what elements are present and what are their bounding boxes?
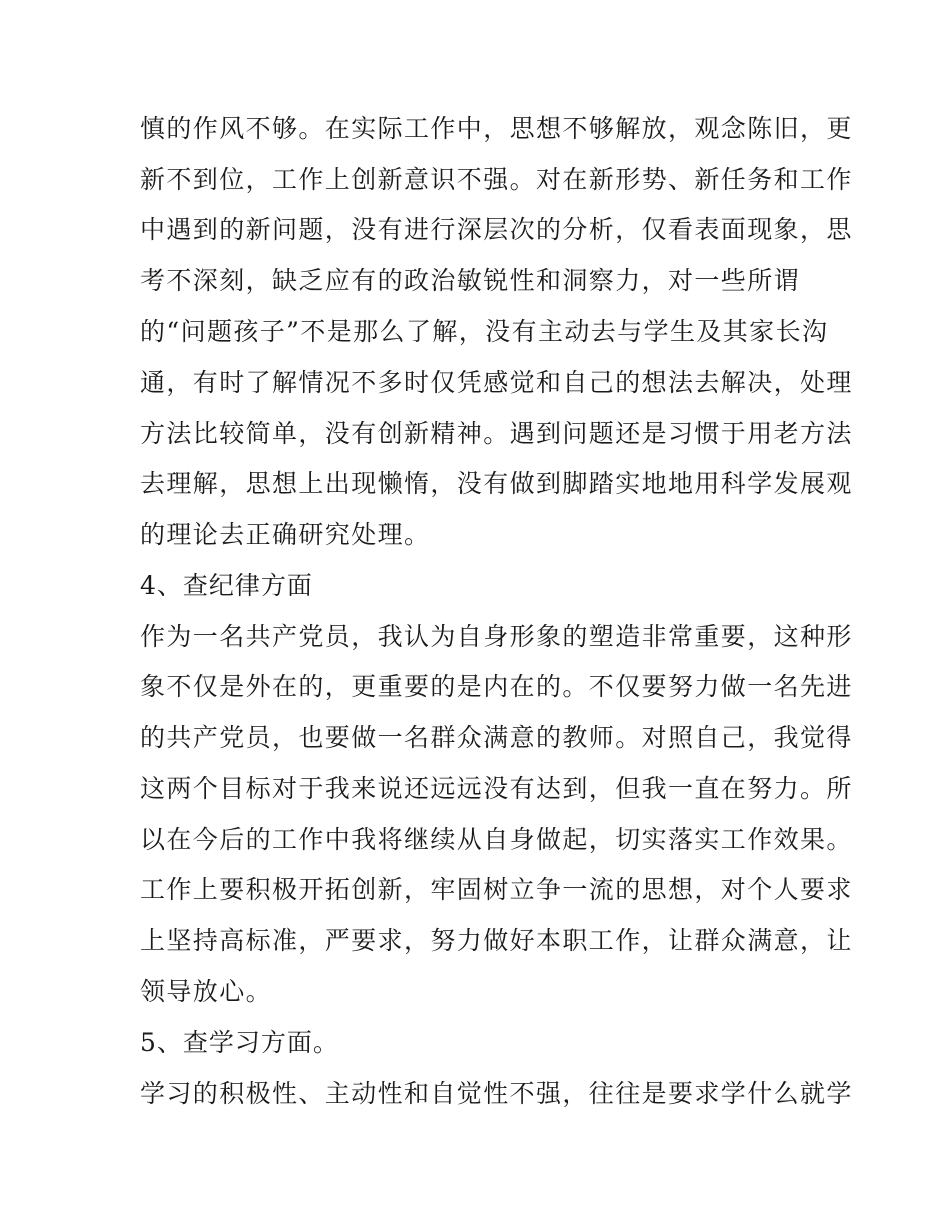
paragraph-line: 去理解，思想上出现懒惰，没有做到脚踏实地地用科学发展观 (140, 469, 853, 498)
paragraph-line: 考不深刻，缺乏应有的政治敏锐性和洞察力，对一些所谓 (140, 266, 801, 295)
paragraph-line: 象不仅是外在的，更重要的是内在的。不仅要努力做一名先进 (140, 672, 853, 701)
paragraph-line: 作为一名共产党员，我认为自身形象的塑造非常重要，这种形 (140, 622, 853, 651)
paragraph-line: 以在今后的工作中我将继续从自身做起，切实落实工作效果。 (140, 825, 853, 854)
paragraph-line: 的理论去正确研究处理。 (140, 520, 431, 549)
section-heading-discipline: 4、查纪律方面 (140, 571, 313, 600)
paragraph-line: 上坚持高标准，严要求，努力做好本职工作，让群众满意，让 (140, 926, 853, 955)
paragraph-line: 方法比较简单，没有创新精神。遇到问题还是习惯于用老方法 (140, 419, 853, 448)
paragraph-line: 工作上要积极开拓创新，牢固树立争一流的思想，对个人要求 (140, 875, 853, 904)
paragraph-line: 领导放心。 (140, 977, 273, 1006)
paragraph-line: 通，有时了解情况不多时仅凭感觉和自己的想法去解决，处理 (140, 368, 853, 397)
paragraph-line: 中遇到的新问题，没有进行深层次的分析，仅看表面现象，思 (140, 215, 853, 244)
paragraph-line: 的“问题孩子”不是那么了解，没有主动去与学生及其家长沟 (140, 317, 829, 346)
paragraph-line: 新不到位，工作上创新意识不强。对在新形势、新任务和工作 (140, 165, 853, 194)
paragraph-line: 的共产党员，也要做一名群众满意的教师。对照自己，我觉得 (140, 723, 853, 752)
section-heading-study: 5、查学习方面。 (140, 1028, 339, 1057)
paragraph-line: 学习的积极性、主动性和自觉性不强，往往是要求学什么就学 (140, 1079, 853, 1108)
paragraph-line: 慎的作风不够。在实际工作中，思想不够解放，观念陈旧，更 (140, 114, 853, 143)
paragraph-line: 这两个目标对于我来说还远远没有达到，但我一直在努力。所 (140, 774, 853, 803)
